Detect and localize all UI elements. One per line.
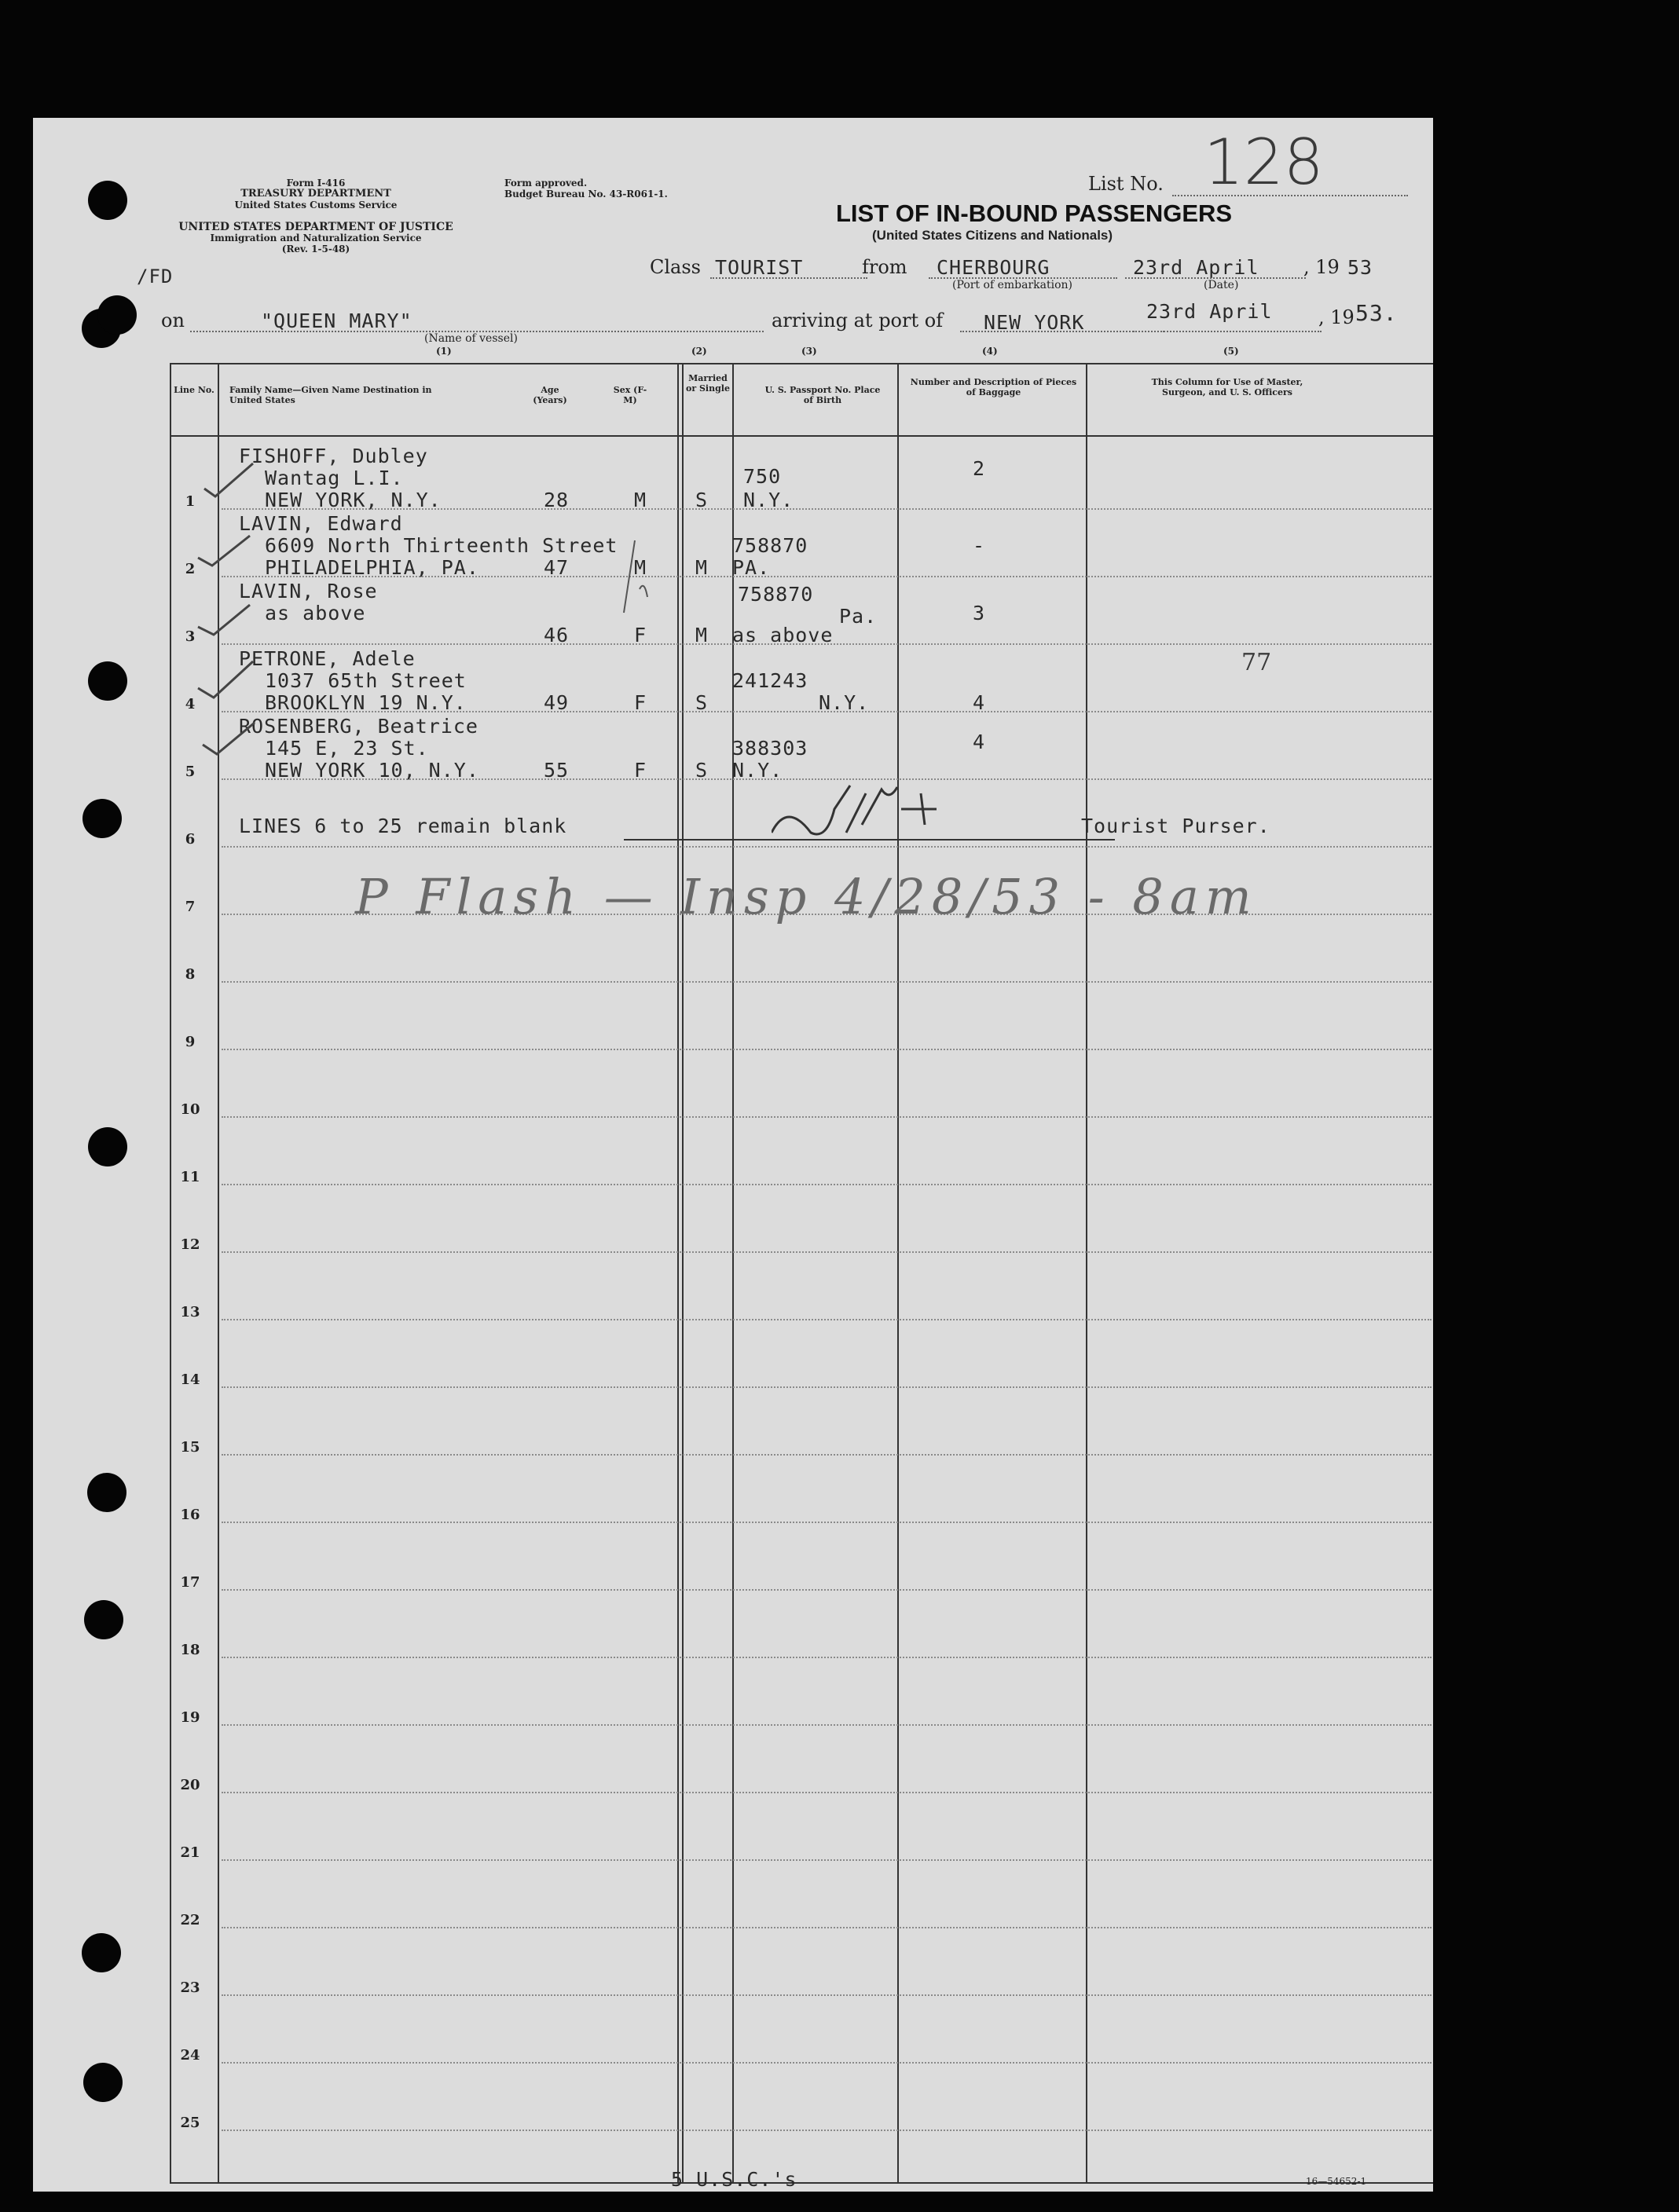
passenger-baggage: 4: [973, 731, 986, 753]
row-rule: [222, 1454, 1432, 1456]
line-number: 15: [180, 1439, 200, 1456]
passenger-birthplace: N.Y.: [819, 691, 870, 714]
department-block: UNITED STATES DEPARTMENT OF JUSTICE Immigration and Naturalization Service (Rev. 1-5-48): [178, 221, 453, 255]
passenger-birthplace: N.Y.: [732, 759, 783, 782]
col-number: (2): [691, 346, 707, 357]
line-number: 1: [185, 493, 196, 510]
line-number: 25: [180, 2115, 200, 2131]
line-number: 11: [180, 1169, 200, 1185]
passenger-address: 145 E, 23 St.: [265, 737, 429, 760]
class-line: [710, 277, 867, 279]
manifest-page: [33, 118, 1433, 2192]
line-number: 19: [180, 1709, 200, 1726]
passenger-age: 55: [544, 759, 570, 782]
row-rule: [222, 1724, 1432, 1726]
page-title: LIST OF IN-BOUND PASSENGERS: [836, 200, 1233, 227]
row-rule: [222, 1792, 1432, 1793]
check-mark: [198, 536, 250, 566]
row-rule: [222, 1657, 1432, 1658]
class-value: TOURIST: [715, 256, 804, 279]
passenger-name: FISHOFF, Dubley: [239, 445, 428, 467]
line-number: 20: [180, 1777, 200, 1793]
passenger-sex: M: [634, 556, 647, 579]
line-number: 4: [185, 696, 196, 712]
line-number: 9: [185, 1034, 196, 1050]
passenger-status: S: [695, 691, 709, 714]
punch-hole: [83, 2063, 123, 2102]
line-number: 16: [180, 1507, 200, 1523]
header-baggage: Number and Description of Pieces of Baggage: [910, 377, 1077, 397]
passenger-passport: 241243: [732, 669, 808, 692]
arr-year-prefix: , 19: [1318, 306, 1355, 328]
col-rule: [897, 363, 899, 2182]
dep-year-prefix: , 19: [1303, 256, 1340, 278]
passenger-city: NEW YORK 10, N.Y.: [265, 759, 479, 782]
col-number: (3): [801, 346, 817, 357]
header-passport: U. S. Passport No. Place of Birth: [764, 385, 881, 405]
passenger-baggage: 3: [973, 602, 986, 624]
passenger-sex: M: [634, 489, 647, 511]
line-number: 2: [185, 561, 196, 577]
passenger-passport: 758870: [732, 534, 808, 557]
passenger-status: S: [695, 759, 709, 782]
passenger-age: 28: [544, 489, 570, 511]
date-caption: (Date): [1204, 279, 1239, 291]
check-mark: [203, 723, 255, 754]
passenger-city: PHILADELPHIA, PA.: [265, 556, 479, 579]
col-rule: [1086, 363, 1087, 2182]
list-no-label: List No.: [1088, 173, 1164, 195]
passenger-birthplace: N.Y.: [743, 489, 794, 511]
passenger-baggage: 2: [973, 457, 986, 480]
port-caption: (Port of embarkation): [952, 279, 1072, 291]
arriving-label: arriving at port of: [772, 309, 944, 331]
row-rule: [222, 2130, 1432, 2131]
punch-hole: [88, 661, 127, 701]
passenger-name: LAVIN, Edward: [239, 512, 403, 535]
check-mark: [204, 463, 253, 496]
row-rule: [222, 1116, 1432, 1118]
passenger-status: S: [695, 489, 709, 511]
passenger-sex: F: [634, 759, 647, 782]
passenger-age: 47: [544, 556, 570, 579]
line-number: 23: [180, 1979, 200, 1996]
row-rule: [222, 1386, 1432, 1388]
inspection-note: P Flash — Insp 4/28/53 - 8am: [355, 868, 1258, 925]
passenger-name: PETRONE, Adele: [239, 647, 416, 670]
passenger-birthplace-extra: Pa.: [839, 605, 878, 628]
line-number: 10: [180, 1101, 200, 1118]
punch-hole: [97, 295, 137, 335]
print-code: 16—54652-1: [1306, 2176, 1367, 2187]
row-rule: [222, 1184, 1432, 1185]
vessel-name: "QUEEN MARY": [261, 309, 412, 332]
arrival-date: 23rd April: [1146, 300, 1273, 323]
col-number: (4): [982, 346, 998, 357]
header-officers: This Column for Use of Master, Surgeon, and U. S. Officers: [1151, 377, 1303, 397]
passenger-sex: F: [634, 691, 647, 714]
fd-mark: /FD: [137, 266, 174, 287]
passenger-sex: F: [634, 624, 647, 646]
blank-lines-note: LINES 6 to 25 remain blank: [239, 815, 567, 837]
purser-signature: [772, 778, 976, 848]
line-number: 6: [185, 831, 196, 848]
passenger-passport: 750: [743, 465, 782, 488]
punch-hole: [84, 1600, 123, 1639]
header-name: Family Name—Given Name Destination in United States: [229, 385, 432, 405]
row-rule: [222, 1994, 1432, 1996]
passenger-address: 1037 65th Street: [265, 669, 467, 692]
punch-hole: [82, 799, 122, 838]
from-value: CHERBOURG: [937, 256, 1050, 279]
departure-date: 23rd April: [1133, 256, 1259, 279]
row-rule: [222, 1859, 1432, 1861]
passenger-age: 46: [544, 624, 570, 646]
form-approved-block: Form approved. Budget Bureau No. 43-R061-1.: [504, 178, 668, 200]
vessel-caption: (Name of vessel): [424, 332, 518, 345]
officer-note: 77: [1241, 649, 1272, 676]
arrival-year: 53.: [1355, 300, 1398, 326]
line-number: 17: [180, 1574, 200, 1591]
departure-year: 53: [1347, 256, 1373, 279]
from-label: from: [862, 256, 907, 278]
punch-hole: [88, 181, 127, 220]
line-number: 18: [180, 1642, 200, 1658]
row-rule: [222, 1251, 1432, 1253]
check-mark: [198, 661, 253, 698]
passenger-passport: 388303: [732, 737, 808, 760]
header-sex: Sex (F-M): [613, 385, 647, 405]
row-rule: [222, 1049, 1432, 1050]
row-rule: [222, 981, 1432, 983]
check-mark: [198, 605, 250, 635]
line-number: 22: [180, 1912, 200, 1928]
row-rule: [222, 1319, 1432, 1320]
passenger-address: as above: [265, 602, 366, 624]
row-rule: [222, 1927, 1432, 1928]
on-label: on: [161, 309, 185, 331]
passenger-city: NEW YORK, N.Y.: [265, 489, 442, 511]
passenger-birthplace: as above: [732, 624, 834, 646]
passenger-address: Wantag L.I.: [265, 467, 404, 489]
line-number: 3: [185, 628, 196, 645]
line-number: 12: [180, 1236, 200, 1253]
form-id-block: Form I-416 TREASURY DEPARTMENT United States Customs Service: [234, 178, 398, 211]
row-rule: [222, 1522, 1432, 1523]
punch-hole: [88, 1127, 127, 1166]
passenger-address: 6609 North Thirteenth Street: [265, 534, 618, 557]
header-line-no: Line No.: [174, 385, 214, 395]
passenger-status: M: [695, 556, 709, 579]
passenger-name: ROSENBERG, Beatrice: [239, 715, 478, 738]
bracket-mark: [624, 540, 647, 613]
passenger-baggage: -: [973, 534, 986, 557]
arrival-port: NEW YORK: [984, 311, 1085, 334]
passenger-city: BROOKLYN 19 N.Y.: [265, 691, 467, 714]
passenger-status: M: [695, 624, 709, 646]
col-number: (5): [1223, 346, 1239, 357]
line-number: 8: [185, 966, 196, 983]
line-number: 5: [185, 764, 196, 780]
line-number: 13: [180, 1304, 200, 1320]
arr-date-line: [1133, 331, 1322, 332]
punch-hole: [82, 1933, 121, 1972]
line-number: 24: [180, 2047, 200, 2064]
page-subtitle: (United States Citizens and Nationals): [872, 228, 1113, 243]
class-label: Class: [650, 256, 701, 278]
line-number: 14: [180, 1372, 200, 1388]
row-rule: [222, 1589, 1432, 1591]
header-age: Age (Years): [533, 385, 567, 405]
col-number: (1): [436, 346, 452, 357]
purser-label: Tourist Purser.: [1081, 815, 1270, 837]
passenger-age: 49: [544, 691, 570, 714]
row-rule: [222, 2062, 1432, 2064]
header-married: Married or Single: [686, 373, 730, 394]
check-marks: [167, 448, 717, 778]
header-rule: [170, 435, 1433, 437]
line-number: 21: [180, 1844, 200, 1861]
usc-note: 5 U.S.C.'s: [671, 2168, 797, 2191]
punch-hole: [87, 1473, 126, 1512]
passenger-name: LAVIN, Rose: [239, 580, 378, 602]
passenger-birthplace: PA.: [732, 556, 771, 579]
line-number: 7: [185, 899, 196, 915]
passenger-baggage: 4: [973, 691, 986, 714]
passenger-passport: 758870: [738, 583, 814, 606]
list-no-value: 128: [1204, 126, 1324, 199]
